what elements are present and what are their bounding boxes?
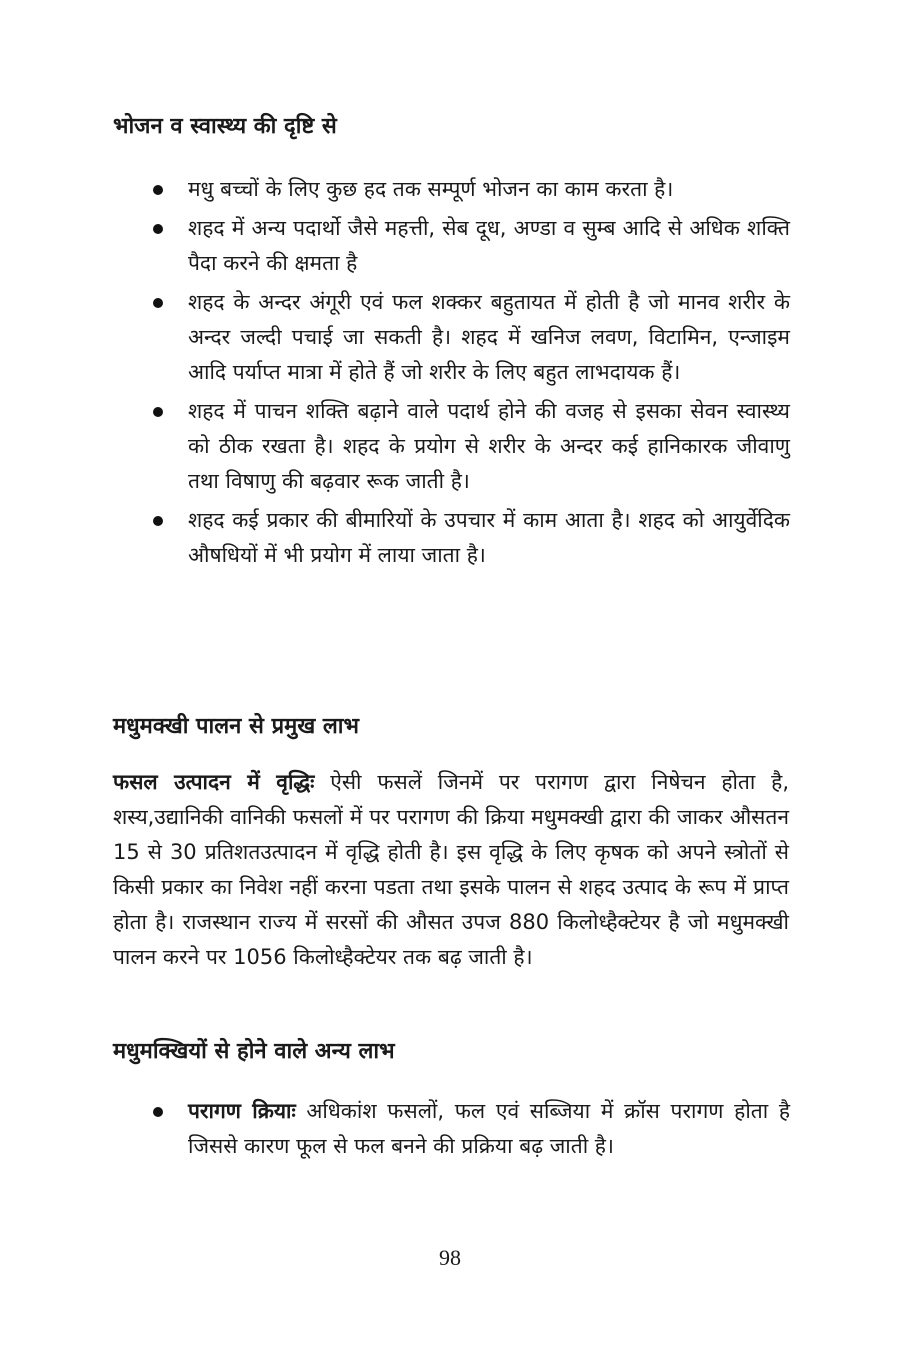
health-benefits-list	[150, 172, 790, 573]
list-item-text: शहद में अन्य पदार्थो जैसे महत्ती, सेब दूध, अण्डा व सुम्ब आदि से अधिक शक्ति पैदा करने की क्षमता है	[188, 216, 790, 275]
list-item-text: अधिकांश फसलों, फल एवं सब्जिया में क्रॉस परागण होता है जिससे कारण फूल से फल बनने की प्रक्रिया बढ़ जाती है।	[188, 1099, 790, 1158]
paragraph-text: ऐसी फसलें जिनमें पर परागण द्वारा निषेचन होता है, शस्य,उद्यानिकी वानिकी फसलों में पर परागण की क्रिया मधुमक्खी द्वारा की जाकर औसतन 15 से 30 प्रतिशतउत्पादन में वृद्धि होती है। इस वृद्धि के लिए कृषक को अपने स्त्रोतों से किसी प्रकार का निवेश नहीं करना पडता तथा इसके पालन से शहद उत्पाद के रूप में प्राप्त होता है। राजस्थान राज्य में सरसों की औसत उपज 880 किलोध्हैक्टेयर है जो मधुमक्खी पालन करने पर 1056 किलोध्हैक्टेयर तक बढ़ जाती है।	[113, 770, 789, 969]
list-item-text: शहद के अन्दर अंगूरी एवं फल शक्कर बहुतायत में होती है जो मानव शरीर के अन्दर जल्दी पचाई जा सकती है। शहद में खनिज लवण, विटामिन, एन्जाइम आदि पर्याप्त मात्रा में होते हैं जो शरीर के लिए बहुत लाभदायक हैं।	[188, 290, 790, 384]
paragraph-lead: फसल उत्पादन में वृद्धिः	[113, 770, 315, 794]
list-item-text: मधु बच्चों के लिए कुछ हद तक सम्पूर्ण भोजन का काम करता है।	[188, 177, 674, 201]
bullet-icon	[153, 1107, 163, 1117]
list-item	[150, 211, 790, 281]
section-heading-other-benefits: मधुमक्खियों से होने वाले अन्य लाभ	[113, 1039, 395, 1064]
list-item	[150, 503, 790, 573]
list-item-text: शहद कई प्रकार की बीमारियों के उपचार में काम आता है। शहद को आयुर्वेदिक औषधियों में भी प्रयोग में लाया जाता है।	[188, 508, 790, 567]
page-number: 98	[439, 1245, 461, 1270]
section-heading-beekeeping-benefits: मधुमक्खी पालन से प्रमुख लाभ	[113, 714, 359, 739]
bullet-icon	[153, 185, 163, 195]
other-benefits-list	[150, 1094, 790, 1164]
bullet-icon	[153, 298, 163, 308]
crop-yield-paragraph	[113, 765, 789, 975]
list-item	[150, 285, 790, 390]
list-item-text: शहद में पाचन शक्ति बढ़ाने वाले पदार्थ होने की वजह से इसका सेवन स्वास्थ्य को ठीक रखता है। शहद के प्रयोग से शरीर के अन्दर कई हानिकारक जीवाणु तथा विषाणु की बढ़वार रूक जाती है।	[188, 399, 790, 493]
list-item	[150, 394, 790, 499]
bullet-icon	[153, 407, 163, 417]
bullet-icon	[153, 224, 163, 234]
list-item	[150, 1094, 790, 1164]
section-heading-food-health: भोजन व स्वास्थ्य की दृष्टि से	[113, 114, 337, 139]
list-item	[150, 172, 790, 207]
bullet-icon	[153, 516, 163, 526]
list-item-lead: परागण क्रियाः	[188, 1099, 296, 1123]
